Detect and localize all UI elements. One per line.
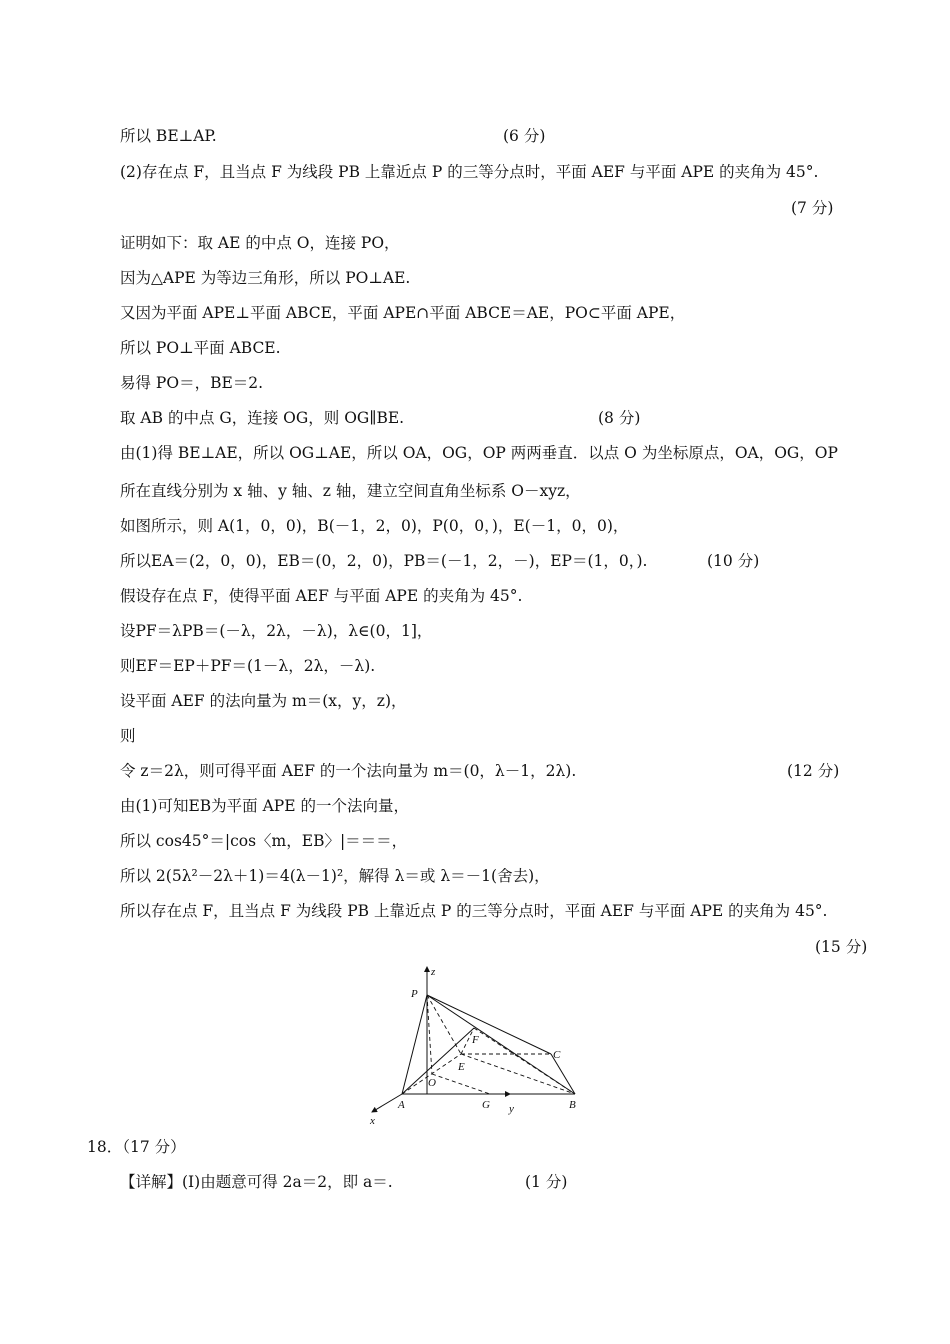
text-line: 设平面 AEF 的法向量为 m＝(x，y，z)， <box>120 692 407 710</box>
label-z: z <box>431 966 436 978</box>
text-line: 易得 PO＝，BE＝2. <box>120 374 264 392</box>
question-number: 18．（17 分） <box>87 1138 186 1156</box>
dashed-pe <box>427 995 461 1054</box>
text-line: 所在直线分别为 x 轴、y 轴、z 轴，建立空间直角坐标系 O－xyz， <box>120 482 581 500</box>
label-x: x <box>370 1115 375 1127</box>
text-line: 假设存在点 F，使得平面 AEF 与平面 APE 的夹角为 45°. <box>120 587 523 605</box>
label-g: G <box>482 1099 490 1111</box>
score-points: (7 分) <box>791 199 834 217</box>
text-line: 设PF＝λPB＝(－λ，2λ，－λ)，λ∈(0，1]， <box>120 622 433 640</box>
text-line: 则 <box>120 727 136 745</box>
label-f: F <box>472 1034 479 1046</box>
text-line: 取 AB 的中点 G，连接 OG，则 OG∥BE. <box>120 409 405 427</box>
text-line: 所以 BE⊥AP. <box>120 127 217 145</box>
label-b: B <box>569 1099 576 1111</box>
text-line: 又因为平面 APE⊥平面 ABCE，平面 APE∩平面 ABCE＝AE，PO⊂平面 APE， <box>120 304 686 322</box>
text-line: 则EF＝EP＋PF＝(1－λ，2λ，－λ). <box>120 657 376 675</box>
score-points: (12 分) <box>787 762 840 780</box>
edge-pa <box>402 995 427 1094</box>
dashed-og <box>432 1074 490 1094</box>
text-line: 所以 cos45°＝|cos〈m，EB〉|＝＝＝， <box>120 832 408 850</box>
label-c: C <box>553 1049 561 1061</box>
label-y: y <box>509 1103 514 1115</box>
text-line: (2)存在点 F，且当点 F 为线段 PB 上靠近点 P 的三等分点时，平面 AEF 与平面 APE 的夹角为 45°. <box>120 163 819 181</box>
text-line: 所以 2(5λ²－2λ＋1)＝4(λ－1)²，解得 λ＝或 λ＝－1(舍去)， <box>120 867 550 885</box>
text-line: 【详解】(Ⅰ)由题意可得 2a＝2，即 a＝. <box>120 1173 393 1191</box>
score-points: (8 分) <box>598 409 641 427</box>
text-line: 令 z＝2λ，则可得平面 AEF 的一个法向量为 m＝(0，λ－1，2λ). <box>120 762 577 780</box>
text-line: 如图所示，则 A(1，0，0)，B(－1，2，0)，P(0，0，)，E(－1，0，0)， <box>120 517 629 535</box>
label-o: O <box>428 1077 436 1089</box>
coordinate-figure <box>360 962 590 1128</box>
label-e: E <box>458 1061 465 1073</box>
text-line: 由(1)可知EB为平面 APE 的一个法向量， <box>120 797 409 815</box>
score-points: (1 分) <box>525 1173 568 1191</box>
label-p: P <box>411 988 418 1000</box>
text-line: 所以 PO⊥平面 ABCE. <box>120 339 281 357</box>
label-a: A <box>398 1099 405 1111</box>
text-line: 由(1)得 BE⊥AE，所以 OG⊥AE，所以 OA，OG，OP 两两垂直．以点 O 为坐标原点，OA，OG，OP <box>120 444 838 462</box>
text-line: 所以EA＝(2，0，0)，EB＝(0，2，0)，PB＝(－1，2，－)，EP＝(1，0，). <box>120 552 648 570</box>
score-points: (10 分) <box>707 552 760 570</box>
score-points: (15 分) <box>815 938 868 956</box>
text-line: 证明如下：取 AE 的中点 O，连接 PO， <box>120 234 400 252</box>
score-points: (6 分) <box>503 127 546 145</box>
text-line: 因为△APE 为等边三角形，所以 PO⊥AE. <box>120 269 411 287</box>
text-line: 所以存在点 F，且当点 F 为线段 PB 上靠近点 P 的三等分点时，平面 AEF 与平面 APE 的夹角为 45°. <box>120 902 828 920</box>
edge-pc <box>427 995 551 1054</box>
dashed-po <box>427 995 432 1074</box>
